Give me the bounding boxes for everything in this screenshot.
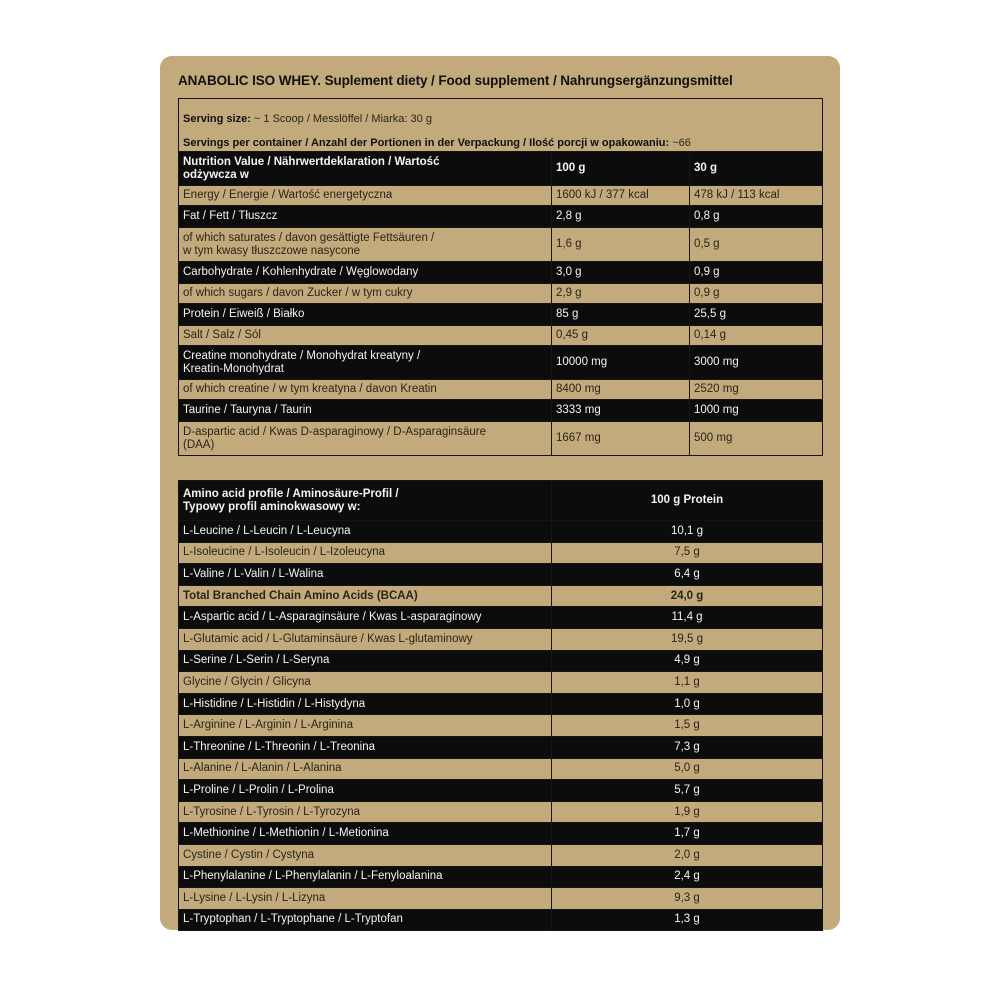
amino-row-value: 19,5 g [552,628,823,650]
nutrition-header-label: Nutrition Value / Nährwertdeklaration / Wartość odżywcza w [179,152,552,186]
amino-row-label: Cystine / Cystin / Cystyna [179,844,552,866]
nutrition-row-30g: 0,9 g [690,262,823,284]
amino-row-value: 1,7 g [552,823,823,845]
nutrition-row-label: D-aspartic acid / Kwas D-asparaginowy / D-Asparaginsäure (DAA) [179,422,552,456]
nutrition-row [179,284,823,304]
amino-row [179,693,823,715]
nutrition-row-100g: 2,8 g [552,206,690,228]
nutrition-row-label: Creatine monohydrate / Monohydrat kreatyny / Kreatin-Monohydrat [179,346,552,380]
nutrition-row-30g: 478 kJ / 113 kcal [690,186,823,206]
amino-row-value: 1,9 g [552,801,823,823]
nutrition-header-100g: 100 g [552,152,690,186]
amino-row-label: L-Leucine / L-Leucin / L-Leucyna [179,521,552,543]
serving-size-row [179,99,823,152]
nutrition-row-100g: 3333 mg [552,400,690,422]
nutrition-row [179,304,823,326]
amino-row-label: Glycine / Glycin / Glicyna [179,672,552,694]
amino-row-value: 5,0 g [552,758,823,780]
nutrition-row-100g: 3,0 g [552,262,690,284]
nutrition-table [178,98,823,456]
amino-row-label: L-Aspartic acid / L-Asparaginsäure / Kwas L-asparaginowy [179,607,552,629]
amino-row-label: L-Arginine / L-Arginin / L-Arginina [179,715,552,737]
nutrition-row-label: Energy / Energie / Wartość energetyczna [179,186,552,206]
amino-row [179,521,823,543]
nutrition-row-100g: 1667 mg [552,422,690,456]
amino-row-value: 1,3 g [552,909,823,931]
amino-row-value: 9,3 g [552,888,823,910]
nutrition-row-label: of which creatine / w tym kreatyna / davon Kreatin [179,380,552,400]
amino-row-value: 4,9 g [552,650,823,672]
servings-per-container-label: Servings per container / Anzahl der Portionen in der Verpackung / Ilość porcji w opakowaniu: [183,137,670,149]
amino-row-label: L-Tryptophan / L-Tryptophane / L-Tryptofan [179,909,552,931]
amino-row [179,542,823,564]
serving-size-label: Serving size: [183,113,251,125]
nutrition-row-30g: 0,14 g [690,326,823,346]
amino-row-label: L-Histidine / L-Histidin / L-Histydyna [179,693,552,715]
amino-row-label: L-Isoleucine / L-Isoleucin / L-Izoleucyna [179,542,552,564]
amino-row-value: 24,0 g [552,585,823,607]
amino-row [179,736,823,758]
nutrition-row-100g: 10000 mg [552,346,690,380]
amino-header-row [179,481,823,521]
amino-row [179,844,823,866]
servings-per-container-value: ~66 [669,137,691,149]
amino-row [179,650,823,672]
nutrition-row-label: of which sugars / davon Zucker / w tym cukry [179,284,552,304]
amino-row-label: L-Glutamic acid / L-Glutaminsäure / Kwas L-glutaminowy [179,628,552,650]
nutrition-row-30g: 1000 mg [690,400,823,422]
nutrition-row-30g: 2520 mg [690,380,823,400]
nutrition-label-panel [160,56,840,930]
nutrition-row-label: Salt / Salz / Sól [179,326,552,346]
amino-row [179,909,823,931]
amino-row-label: L-Methionine / L-Methionin / L-Metionina [179,823,552,845]
nutrition-row-100g: 85 g [552,304,690,326]
amino-row-label: L-Valine / L-Valin / L-Walina [179,564,552,586]
amino-row-label: L-Tyrosine / L-Tyrosin / L-Tyrozyna [179,801,552,823]
amino-row-value: 2,0 g [552,844,823,866]
amino-row-value: 11,4 g [552,607,823,629]
nutrition-row [179,400,823,422]
nutrition-row-label: Protein / Eiweiß / Białko [179,304,552,326]
nutrition-row-30g: 0,8 g [690,206,823,228]
nutrition-row-100g: 2,9 g [552,284,690,304]
nutrition-row [179,186,823,206]
amino-row [179,780,823,802]
amino-row [179,607,823,629]
nutrition-row [179,346,823,380]
amino-row [179,823,823,845]
amino-row-label: L-Lysine / L-Lysin / L-Lizyna [179,888,552,910]
amino-header-col: 100 g Protein [552,481,823,521]
amino-row-value: 6,4 g [552,564,823,586]
amino-row-value: 1,5 g [552,715,823,737]
nutrition-row-100g: 1600 kJ / 377 kcal [552,186,690,206]
amino-row-value: 10,1 g [552,521,823,543]
amino-row-value: 1,1 g [552,672,823,694]
nutrition-row-label: Fat / Fett / Tłuszcz [179,206,552,228]
amino-row-value: 7,5 g [552,542,823,564]
section-gap [178,456,822,480]
nutrition-header-row [179,152,823,186]
amino-row-label: L-Alanine / L-Alanin / L-Alanina [179,758,552,780]
amino-row-value: 7,3 g [552,736,823,758]
amino-row [179,585,823,607]
amino-row-label: Total Branched Chain Amino Acids (BCAA) [179,585,552,607]
amino-row-label: L-Proline / L-Prolin / L-Prolina [179,780,552,802]
nutrition-row-label: of which saturates / davon gesättigte Fettsäuren / w tym kwasy tłuszczowe nasycone [179,228,552,262]
nutrition-row [179,326,823,346]
amino-row [179,672,823,694]
amino-row [179,628,823,650]
amino-row-value: 1,0 g [552,693,823,715]
nutrition-row-100g: 1,6 g [552,228,690,262]
nutrition-row-30g: 500 mg [690,422,823,456]
nutrition-row [179,262,823,284]
amino-row-value: 5,7 g [552,780,823,802]
nutrition-row-label: Carbohydrate / Kohlenhydrate / Węglowodany [179,262,552,284]
amino-row-label: L-Threonine / L-Threonin / L-Treonina [179,736,552,758]
nutrition-row [179,228,823,262]
nutrition-row [179,422,823,456]
nutrition-row-label: Taurine / Tauryna / Taurin [179,400,552,422]
serving-size-value: ~ 1 Scoop / Messlöffel / Miarka: 30 g [250,113,432,125]
amino-row-label: L-Phenylalanine / L-Phenylalanin / L-Fenyloalanina [179,866,552,888]
amino-row [179,888,823,910]
nutrition-row-30g: 3000 mg [690,346,823,380]
amino-header-label: Amino acid profile / Aminosäure-Profil / Typowy profil aminokwasowy w: [179,481,552,521]
nutrition-row [179,206,823,228]
amino-row-value: 2,4 g [552,866,823,888]
amino-row [179,564,823,586]
nutrition-header-30g: 30 g [690,152,823,186]
amino-row [179,758,823,780]
nutrition-row-30g: 25,5 g [690,304,823,326]
amino-acid-table [178,480,823,931]
nutrition-row-100g: 0,45 g [552,326,690,346]
nutrition-row-100g: 8400 mg [552,380,690,400]
product-title: ANABOLIC ISO WHEY. Suplement diety / Food supplement / Nahrungsergänzungsmittel [178,73,733,88]
amino-row [179,801,823,823]
amino-row-label: L-Serine / L-Serin / L-Seryna [179,650,552,672]
nutrition-row [179,380,823,400]
nutrition-row-30g: 0,5 g [690,228,823,262]
amino-row [179,866,823,888]
amino-row [179,715,823,737]
nutrition-row-30g: 0,9 g [690,284,823,304]
